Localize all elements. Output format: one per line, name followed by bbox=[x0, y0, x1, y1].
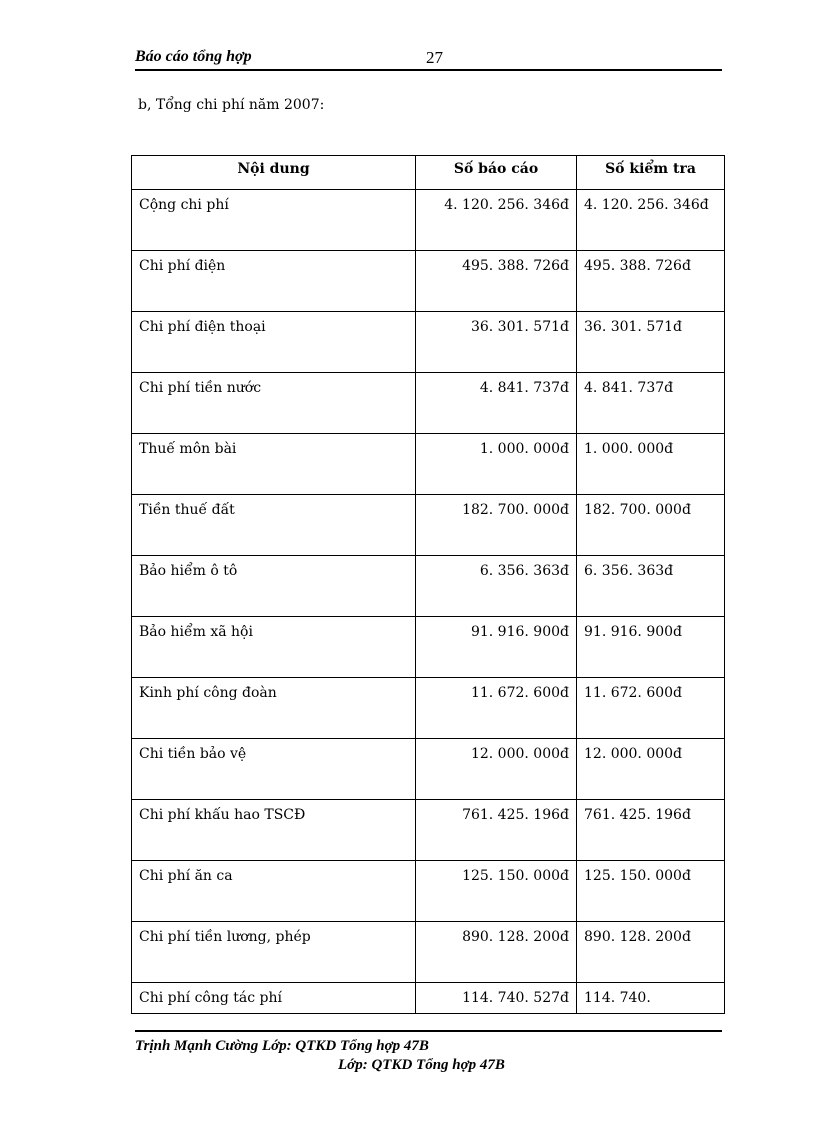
reported-amount: 890. 128. 200đ bbox=[416, 922, 577, 983]
table-header-row bbox=[132, 156, 725, 190]
checked-amount: 4. 120. 256. 346đ bbox=[577, 190, 725, 251]
header-rule bbox=[135, 69, 722, 71]
table-row bbox=[132, 556, 725, 617]
reported-amount: 125. 150. 000đ bbox=[416, 861, 577, 922]
table-row bbox=[132, 983, 725, 1014]
reported-amount: 4. 841. 737đ bbox=[416, 373, 577, 434]
table-row bbox=[132, 922, 725, 983]
checked-amount: 114. 740. bbox=[577, 983, 725, 1014]
reported-amount: 12. 000. 000đ bbox=[416, 739, 577, 800]
checked-amount: 182. 700. 000đ bbox=[577, 495, 725, 556]
checked-amount: 4. 841. 737đ bbox=[577, 373, 725, 434]
table-row bbox=[132, 373, 725, 434]
checked-amount: 1. 000. 000đ bbox=[577, 434, 725, 495]
page-number: 27 bbox=[426, 48, 443, 67]
table-row bbox=[132, 312, 725, 373]
reported-amount: 1. 000. 000đ bbox=[416, 434, 577, 495]
table-row bbox=[132, 434, 725, 495]
column-header-content: Nội dung bbox=[132, 156, 416, 190]
reported-amount: 761. 425. 196đ bbox=[416, 800, 577, 861]
footer-author-class: Trịnh Mạnh Cường Lớp: QTKD Tổng hợp 47B bbox=[135, 1038, 429, 1054]
reported-amount: 36. 301. 571đ bbox=[416, 312, 577, 373]
row-label: Chi phí điện bbox=[132, 251, 416, 312]
row-label: Cộng chi phí bbox=[132, 190, 416, 251]
reported-amount: 11. 672. 600đ bbox=[416, 678, 577, 739]
column-header-checked: Số kiểm tra bbox=[577, 156, 725, 190]
checked-amount: 36. 301. 571đ bbox=[577, 312, 725, 373]
row-label: Chi phí khấu hao TSCĐ bbox=[132, 800, 416, 861]
row-label: Tiền thuế đất bbox=[132, 495, 416, 556]
reported-amount: 6. 356. 363đ bbox=[416, 556, 577, 617]
reported-amount: 4. 120. 256. 346đ bbox=[416, 190, 577, 251]
table-row bbox=[132, 800, 725, 861]
row-label: Kinh phí công đoàn bbox=[132, 678, 416, 739]
table-row bbox=[132, 190, 725, 251]
checked-amount: 890. 128. 200đ bbox=[577, 922, 725, 983]
row-label: Bảo hiểm ô tô bbox=[132, 556, 416, 617]
reported-amount: 91. 916. 900đ bbox=[416, 617, 577, 678]
checked-amount: 11. 672. 600đ bbox=[577, 678, 725, 739]
row-label: Bảo hiểm xã hội bbox=[132, 617, 416, 678]
table-row bbox=[132, 739, 725, 800]
table-row bbox=[132, 617, 725, 678]
checked-amount: 125. 150. 000đ bbox=[577, 861, 725, 922]
checked-amount: 12. 000. 000đ bbox=[577, 739, 725, 800]
row-label: Chi phí tiền lương, phép bbox=[132, 922, 416, 983]
row-label: Chi tiền bảo vệ bbox=[132, 739, 416, 800]
reported-amount: 495. 388. 726đ bbox=[416, 251, 577, 312]
header-title: Báo cáo tổng hợp bbox=[135, 48, 252, 65]
checked-amount: 495. 388. 726đ bbox=[577, 251, 725, 312]
table-row bbox=[132, 861, 725, 922]
cost-table bbox=[131, 155, 725, 1014]
footer-rule bbox=[135, 1030, 722, 1032]
table-row bbox=[132, 251, 725, 312]
row-label: Chi phí tiền nước bbox=[132, 373, 416, 434]
table-body bbox=[132, 190, 725, 1014]
checked-amount: 761. 425. 196đ bbox=[577, 800, 725, 861]
checked-amount: 6. 356. 363đ bbox=[577, 556, 725, 617]
reported-amount: 182. 700. 000đ bbox=[416, 495, 577, 556]
column-header-reported: Số báo cáo bbox=[416, 156, 577, 190]
row-label: Thuế môn bài bbox=[132, 434, 416, 495]
footer-class: Lớp: QTKD Tổng hợp 47B bbox=[338, 1057, 505, 1073]
row-label: Chi phí điện thoại bbox=[132, 312, 416, 373]
section-title: b, Tổng chi phí năm 2007: bbox=[138, 97, 325, 113]
row-label: Chi phí công tác phí bbox=[132, 983, 416, 1014]
checked-amount: 91. 916. 900đ bbox=[577, 617, 725, 678]
table-row bbox=[132, 678, 725, 739]
row-label: Chi phí ăn ca bbox=[132, 861, 416, 922]
reported-amount: 114. 740. 527đ bbox=[416, 983, 577, 1014]
table-row bbox=[132, 495, 725, 556]
